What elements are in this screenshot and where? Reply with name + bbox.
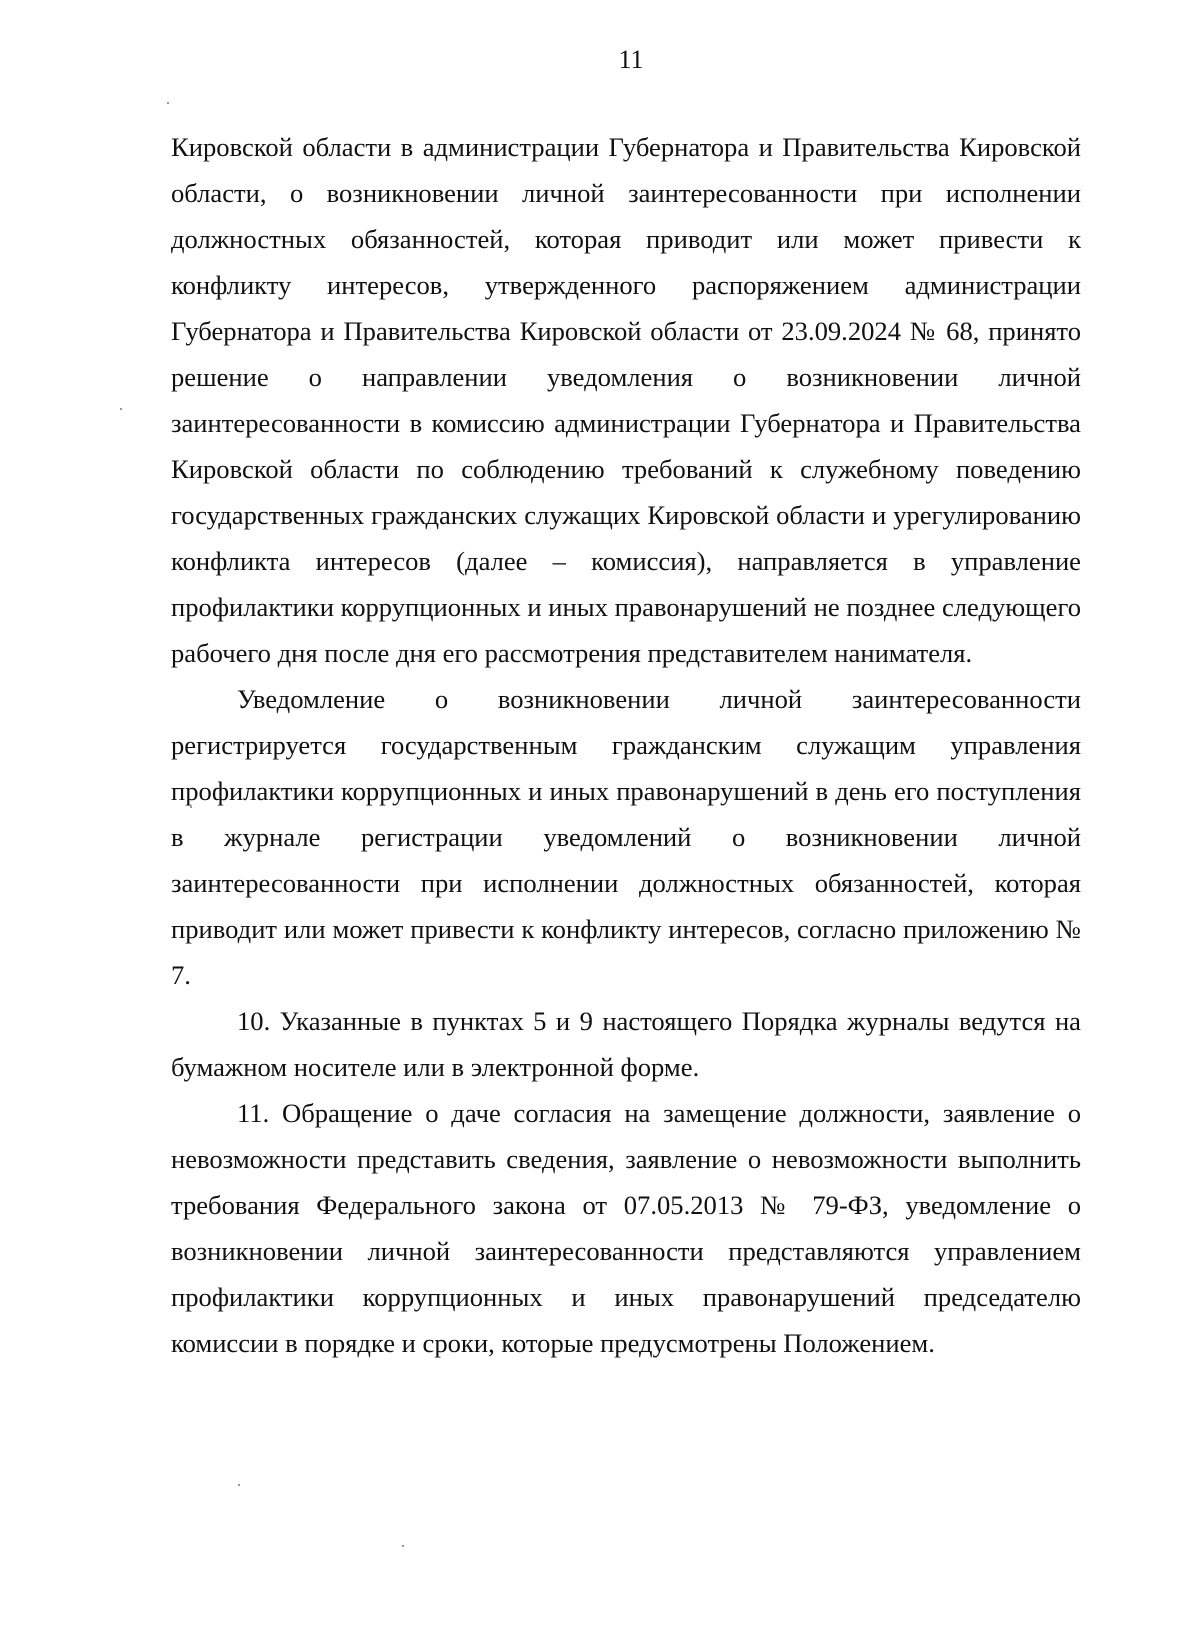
paragraph-item-11: 11. Обращение о даче согласия на замещение должности, заявление о невозможности представить сведения, заявление о невозможности выполнить требования Федерального закона от 07.05.2013 № 79-ФЗ, уведомление о возникновении личной заинтересованности представляются управлением профилактики коррупционных и иных правонарушений председателю комиссии в порядке и сроки, которые предусмотрены Положением. xyxy=(171,1098,1081,1358)
scan-speck xyxy=(167,102,169,104)
scan-speck xyxy=(402,1545,404,1547)
paragraph-notification-registration: Уведомление о возникновении личной заинтересованности регистрируется государственным гражданским служащим управления профилактики коррупционных и иных правонарушений в день его поступления в журнале регистрации уведомлений о возникновении личной заинтересованности при исполнении должностных обязанностей, которая приводит или может привести к конфликту интересов, согласно приложению № 7. xyxy=(171,684,1081,990)
scan-speck xyxy=(190,806,192,808)
paragraph-continuation: Кировской области в администрации Губернатора и Правительства Кировской области, о возникновении личной заинтересованности при исполнении должностных обязанностей, которая приводит или может привести к конфликту интересов, утвержденного распоряжением администрации Губернатора и Правительства Кировской области от 23.09.2024 № 68, принято решение о направлении уведомления о возникновении личной заинтересованности в комиссию администрации Губернатора и Правительства Кировской области по соблюдению требований к служебному поведению государственных гражданских служащих Кировской области и урегулированию конфликта интересов (далее – комиссия), направляется в управление профилактики коррупционных и иных правонарушений не позднее следующего рабочего дня после дня его рассмотрения представителем нанимателя. xyxy=(171,132,1081,668)
page-number: 11 xyxy=(618,45,644,74)
paragraph-item-10: 10. Указанные в пунктах 5 и 9 настоящего Порядка журналы ведутся на бумажном носителе или в электронной форме. xyxy=(171,1006,1081,1082)
scan-speck xyxy=(120,408,122,410)
scan-speck xyxy=(238,1484,240,1486)
document-body xyxy=(171,124,1081,1366)
